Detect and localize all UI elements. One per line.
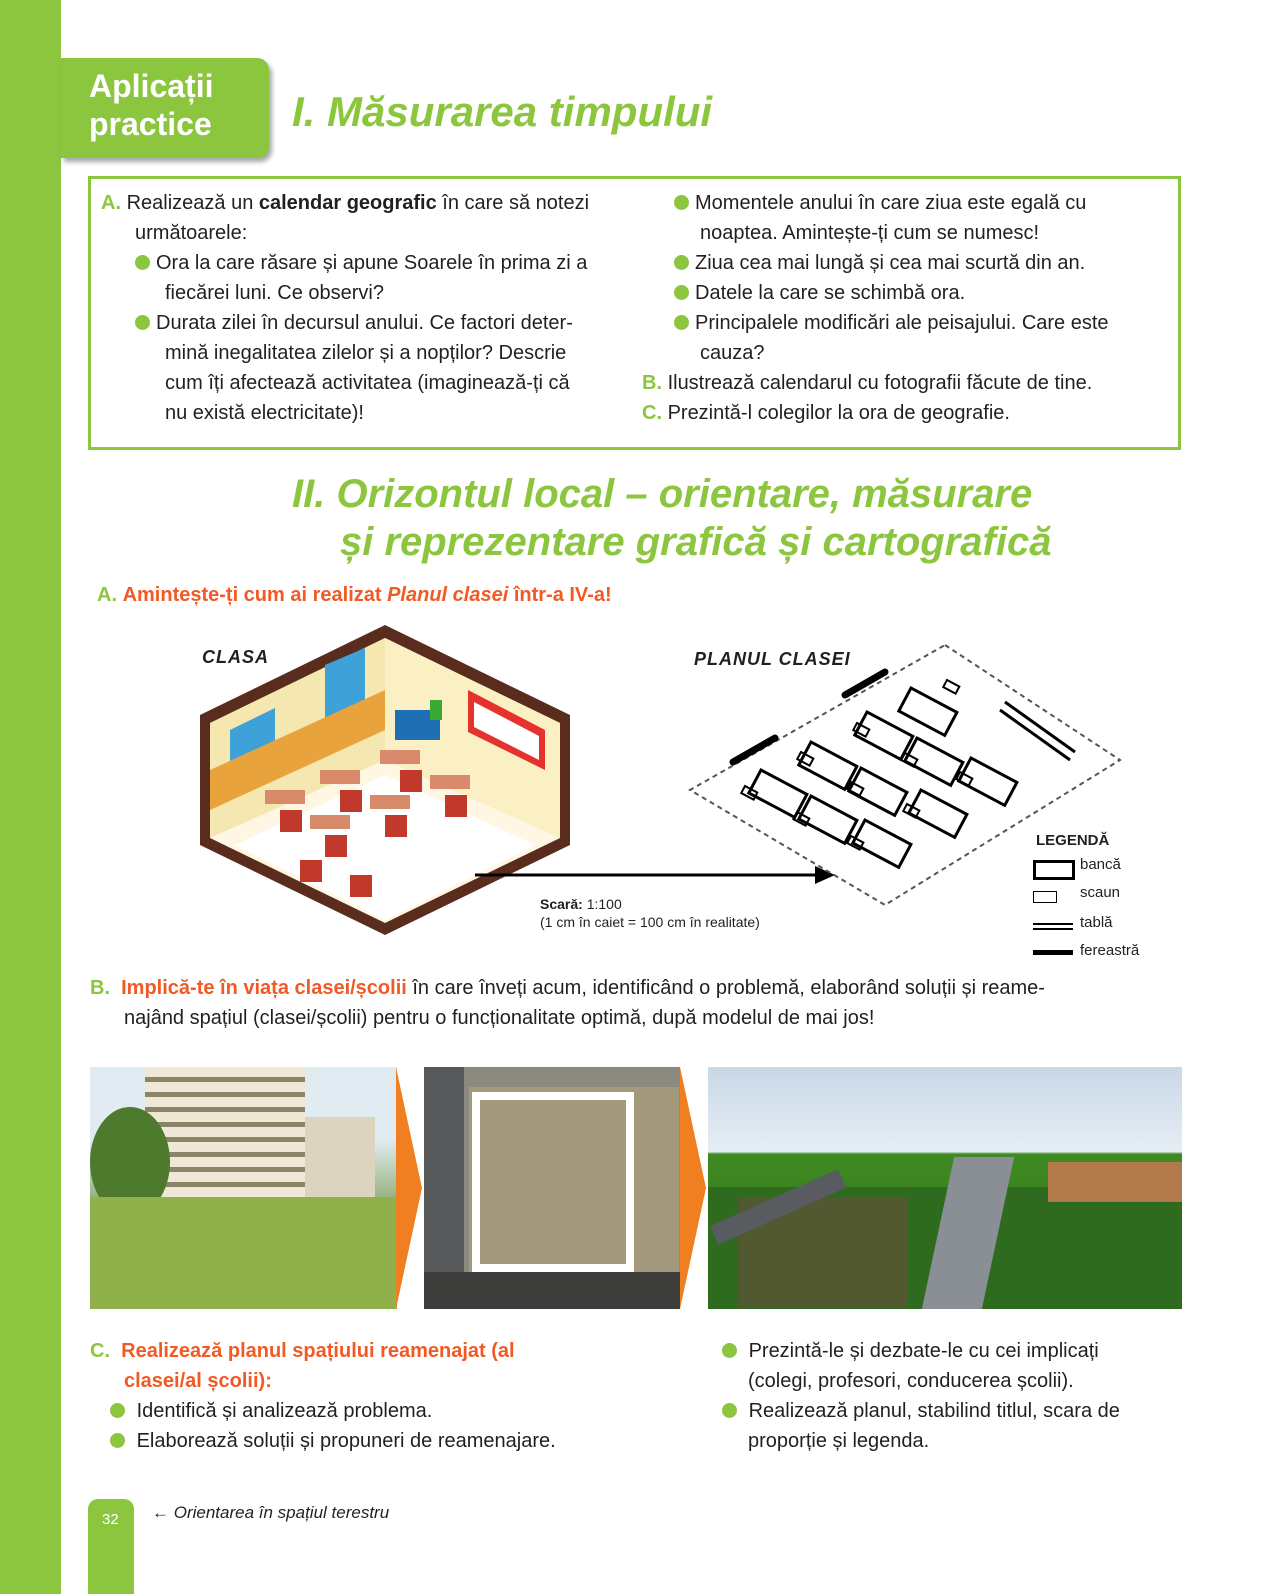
legend-board-icon bbox=[1033, 923, 1073, 930]
footer-chapter-title: Orientarea în spațiul terestru bbox=[173, 1503, 390, 1522]
item-letter-a: A. bbox=[101, 192, 121, 214]
text: noaptea. Amintește-ți cum se numesc! bbox=[700, 222, 1040, 244]
legend-window-label: fereastră bbox=[1080, 942, 1140, 959]
text: Datele la care se schimbă ora. bbox=[695, 282, 966, 304]
item-letter-b: B. bbox=[90, 977, 110, 999]
footer-chapter-link[interactable] bbox=[152, 1503, 389, 1523]
bullet-icon bbox=[722, 1403, 737, 1418]
page-number-tab bbox=[88, 1499, 134, 1594]
page-number: 32 bbox=[102, 1511, 119, 1528]
text: Ora la care răsare și apune Soarele în prima zi a bbox=[156, 252, 588, 274]
legend-desk-label: bancă bbox=[1080, 856, 1121, 873]
text: Prezintă-le și dezbate-le cu cei implicați bbox=[748, 1340, 1099, 1362]
text: în care înveți acum, identificând o problemă, elaborând soluții și reame- bbox=[406, 977, 1045, 999]
bullet-icon bbox=[135, 315, 150, 330]
text: Momentele anului în care ziua este egală cu bbox=[695, 192, 1087, 214]
bullet-icon bbox=[674, 315, 689, 330]
photo-3d-redesign bbox=[708, 1067, 1182, 1309]
tab-line-2: practice bbox=[89, 106, 212, 142]
item-letter-a: A. bbox=[97, 584, 117, 606]
text: Principalele modificări ale peisajului. Care este bbox=[695, 312, 1109, 334]
text-orange: clasei/al școlii): bbox=[124, 1370, 272, 1392]
section2-title-line2: și reprezentare grafică și cartografică bbox=[340, 520, 1052, 564]
arrow-left-icon: ← bbox=[152, 1503, 169, 1522]
bullet-icon bbox=[110, 1433, 125, 1448]
text: 1:100 bbox=[582, 896, 622, 912]
text: Ziua cea mai lungă și cea mai scurtă din an. bbox=[695, 252, 1086, 274]
task-c-left bbox=[90, 1336, 650, 1456]
section1-box bbox=[88, 176, 1181, 450]
legend-title: LEGENDĂ bbox=[1036, 832, 1110, 849]
text: Durata zilei în decursul anului. Ce factori deter- bbox=[156, 312, 573, 334]
text-bold: calendar geografic bbox=[258, 192, 437, 214]
item-letter-c: C. bbox=[90, 1340, 110, 1362]
bullet-icon bbox=[674, 255, 689, 270]
text: Prezintă-l colegilor la ora de geografie. bbox=[667, 402, 1010, 424]
box-right-column bbox=[642, 188, 1167, 428]
text: nu există electricitate)! bbox=[165, 402, 364, 424]
text: într-a IV-a! bbox=[508, 584, 612, 606]
text: cum îți afectează activitatea (imaginează-ți că bbox=[165, 372, 570, 394]
text: (1 cm în caiet = 100 cm în realitate) bbox=[540, 914, 760, 930]
bullet-icon bbox=[135, 255, 150, 270]
legend-desk-icon bbox=[1033, 860, 1075, 880]
legend-chair-label: scaun bbox=[1080, 884, 1121, 901]
text: Elaborează soluții și propuneri de reamenajare. bbox=[136, 1430, 556, 1452]
text: Amintește-ți cum ai realizat bbox=[122, 584, 388, 606]
box-left-column bbox=[101, 188, 631, 428]
text: Identifică și analizează problema. bbox=[136, 1400, 433, 1422]
bullet-icon bbox=[674, 195, 689, 210]
item-letter-c: C. bbox=[642, 402, 662, 424]
text-italic: Planul clasei bbox=[387, 584, 509, 606]
text: cauza? bbox=[700, 342, 765, 364]
bullet-icon bbox=[722, 1343, 737, 1358]
classroom-illustration bbox=[190, 620, 575, 940]
task-c-right bbox=[722, 1336, 1182, 1456]
arrow-right-icon bbox=[396, 1067, 422, 1309]
left-margin-bar bbox=[0, 0, 61, 1594]
bullet-icon bbox=[674, 285, 689, 300]
section1-title: I. Măsurarea timpului bbox=[292, 88, 713, 135]
text: Ilustrează calendarul cu fotografii făcute de tine. bbox=[667, 372, 1093, 394]
text-orange: Implică-te în viața clasei/școlii bbox=[121, 977, 407, 999]
text: în care să notezi bbox=[436, 192, 590, 214]
section-tab bbox=[61, 58, 269, 158]
text-orange: Realizează planul spațiului reamenajat (al bbox=[121, 1340, 515, 1362]
photo-aerial-site bbox=[424, 1067, 680, 1309]
text: Realizează un bbox=[126, 192, 259, 214]
section2-title-line1: II. Orizontul local – orientare, măsurare bbox=[292, 472, 1033, 516]
arrow-right-icon bbox=[680, 1067, 706, 1309]
text: Realizează planul, stabilind titlul, scara de bbox=[748, 1400, 1120, 1422]
bullet-icon bbox=[110, 1403, 125, 1418]
text-bold: Scară: bbox=[540, 896, 583, 912]
text: mină inegalitatea zilelor și a nopților? Descrie bbox=[165, 342, 567, 364]
legend-board-label: tablă bbox=[1080, 914, 1113, 931]
text: proporție și legenda. bbox=[748, 1430, 930, 1452]
task-b bbox=[90, 973, 1045, 1033]
task-a bbox=[97, 580, 612, 610]
label-classroom: CLASA bbox=[202, 647, 269, 667]
text: najând spațiul (clasei/școlii) pentru o funcționalitate optimă, după modelul de mai jos! bbox=[124, 1007, 875, 1029]
photo-apartment-block bbox=[90, 1067, 397, 1309]
legend-chair-icon bbox=[1033, 891, 1057, 903]
text: fiecărei luni. Ce observi? bbox=[165, 282, 384, 304]
item-letter-b: B. bbox=[642, 372, 662, 394]
label-class-plan: PLANUL CLASEI bbox=[694, 649, 851, 669]
text: următoarele: bbox=[135, 222, 248, 244]
text: (colegi, profesori, conducerea școlii). bbox=[748, 1370, 1074, 1392]
tab-line-1: Aplicații bbox=[89, 68, 214, 104]
legend-window-icon bbox=[1033, 950, 1073, 955]
